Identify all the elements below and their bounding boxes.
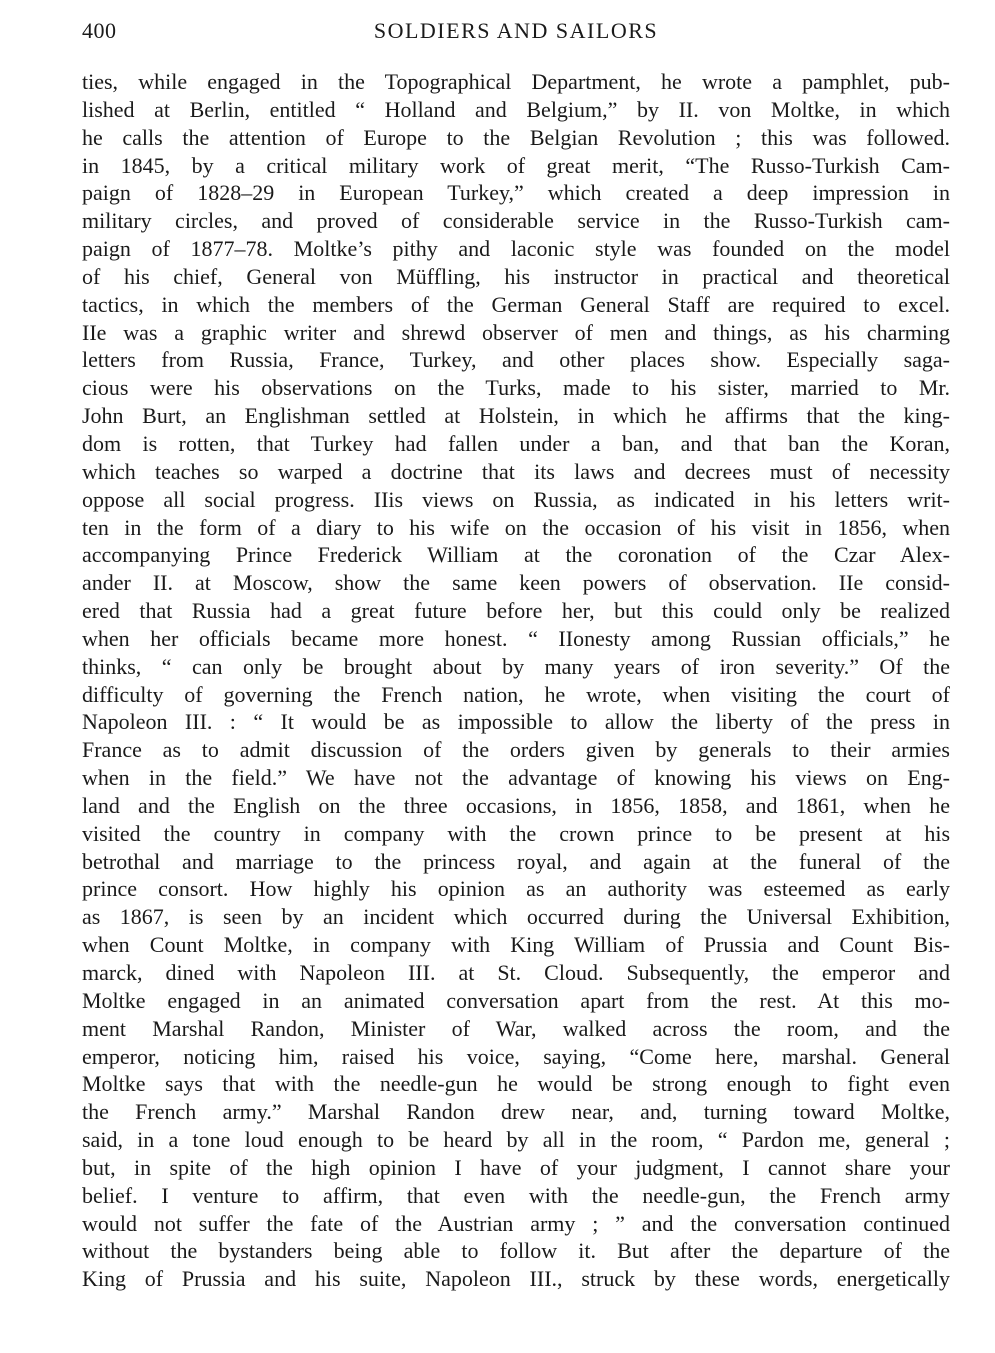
text-line: when her officials became more honest. “ IIonesty among Russian officials,” he: [82, 625, 950, 651]
text-line: ment Marshal Randon, Minister of War, walked across the room, and the: [82, 1015, 950, 1041]
running-head: SOLDIERS AND SAILORS: [373, 18, 659, 43]
text-line: which teaches so warped a doctrine that its laws and decrees must of necessity: [82, 458, 950, 484]
text-line: paign of 1877–78. Moltke’s pithy and laconic style was founded on the model: [82, 236, 950, 262]
text-line: without the bystanders being able to follow it. But after the departure of the: [82, 1238, 950, 1264]
text-line: paign of 1828–29 in European Turkey,” which created a deep impression in: [82, 180, 950, 206]
text-line: difficulty of governing the French nation, he wrote, when visiting the court of: [82, 681, 950, 707]
text-line: Moltke engaged in an animated conversation apart from the rest. At this mo-: [82, 987, 950, 1013]
text-line: when Count Moltke, in company with King William of Prussia and Count Bis-: [82, 932, 950, 958]
text-line: oppose all social progress. IIis views on Russia, as indicated in his letters writ-: [82, 486, 950, 512]
text-line: dom is rotten, that Turkey had fallen under a ban, and that ban the Koran,: [82, 430, 950, 456]
page-header: [82, 18, 950, 50]
text-line: France as to admit discussion of the orders given by generals to their armies: [82, 737, 950, 763]
text-line: but, in spite of the high opinion I have of your judgment, I cannot share your: [82, 1154, 950, 1180]
text-line: ered that Russia had a great future before her, but this could only be realized: [82, 598, 950, 624]
text-line: John Burt, an Englishman settled at Holstein, in which he affirms that the king-: [82, 403, 950, 429]
text-line: when in the field.” We have not the advantage of knowing his views on Eng-: [82, 765, 950, 791]
text-line: as 1867, is seen by an incident which occurred during the Universal Exhibition,: [82, 904, 950, 930]
text-line: IIe was a graphic writer and shrewd observer of men and things, as his charming: [82, 319, 950, 345]
text-line: Moltke says that with the needle-gun he would be strong enough to fight even: [82, 1071, 950, 1097]
text-line: he calls the attention of Europe to the Belgian Revolution ; this was followed.: [82, 124, 950, 150]
text-line: ten in the form of a diary to his wife on the occasion of his visit in 1856, when: [82, 514, 950, 540]
text-line: accompanying Prince Frederick William at the coronation of the Czar Alex-: [82, 542, 950, 568]
body-text: [82, 68, 950, 1293]
text-line: military circles, and proved of considerable service in the Russo-Turkish cam-: [82, 208, 950, 234]
text-line: belief. I venture to affirm, that even with the needle-gun, the French army: [82, 1182, 950, 1208]
text-line: land and the English on the three occasions, in 1856, 1858, and 1861, when he: [82, 792, 950, 818]
text-line: thinks, “ can only be brought about by many years of iron severity.” Of the: [82, 653, 950, 679]
text-line: the French army.” Marshal Randon drew near, and, turning toward Moltke,: [82, 1099, 950, 1125]
text-line: visited the country in company with the crown prince to be present at his: [82, 820, 950, 846]
page-number: 400: [82, 18, 117, 43]
text-line: of his chief, General von Müffling, his instructor in practical and theoretical: [82, 263, 950, 289]
text-line: said, in a tone loud enough to be heard by all in the room, “ Pardon me, general ;: [82, 1127, 950, 1153]
text-line: ties, while engaged in the Topographical Department, he wrote a pamphlet, pub-: [82, 69, 950, 94]
text-line: cious were his observations on the Turks, made to his sister, married to Mr.: [82, 375, 950, 401]
text-line: prince consort. How highly his opinion as an authority was esteemed as early: [82, 876, 950, 902]
text-line: ander II. at Moscow, show the same keen powers of observation. IIe consid-: [82, 570, 950, 596]
text-line: letters from Russia, France, Turkey, and other places show. Especially saga-: [82, 347, 950, 373]
text-line: betrothal and marriage to the princess royal, and again at the funeral of the: [82, 848, 950, 874]
text-line: marck, dined with Napoleon III. at St. Cloud. Subsequently, the emperor and: [82, 960, 950, 985]
text-line: would not suffer the fate of the Austrian army ; ” and the conversation continued: [82, 1210, 950, 1236]
text-line: Napoleon III. : “ It would be as impossible to allow the liberty of the press in: [82, 709, 950, 735]
text-line: King of Prussia and his suite, Napoleon III., struck by these words, energetically: [82, 1266, 950, 1292]
text-line: emperor, noticing him, raised his voice, saying, “Come here, marshal. General: [82, 1043, 950, 1069]
text-line: lished at Berlin, entitled “ Holland and Belgium,” by II. von Moltke, in which: [82, 96, 950, 122]
text-line: tactics, in which the members of the German General Staff are required to excel.: [82, 291, 950, 317]
text-line: in 1845, by a critical military work of great merit, “The Russo-Turkish Cam-: [82, 152, 950, 178]
